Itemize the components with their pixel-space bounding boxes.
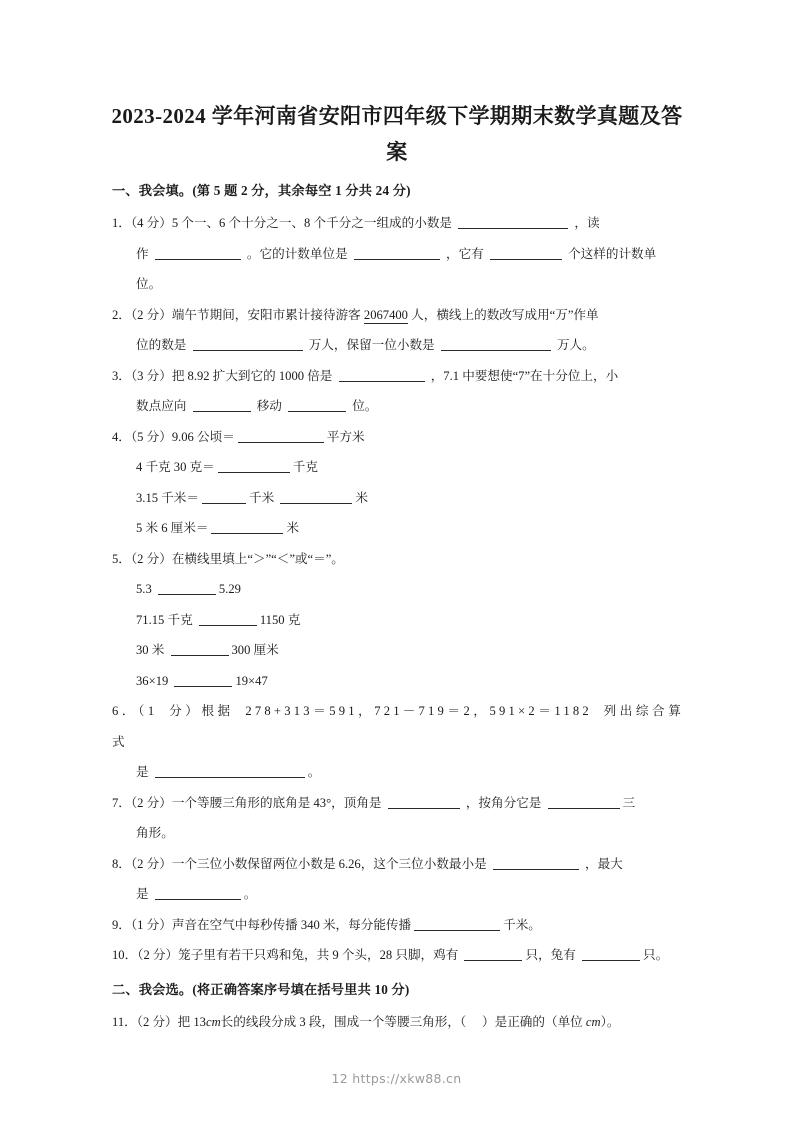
question-7-text-a: 7．（2 分）一个等腰三角形的底角是 43°，顶角是 (112, 795, 382, 810)
question-1-line-1 (112, 208, 684, 239)
question-4-line-2 (112, 452, 684, 483)
answer-blank[interactable] (218, 459, 290, 473)
answer-blank[interactable] (441, 337, 551, 351)
answer-blank[interactable] (288, 398, 346, 412)
question-10-line-1 (112, 940, 684, 971)
question-4-text-g: 米 (355, 490, 368, 505)
question-7 (112, 788, 684, 849)
question-6-line-2 (112, 757, 684, 788)
page-watermark: 12 https://xkw88.cn (331, 1071, 462, 1086)
question-2-text-d: 万人，保留一位小数是 (308, 338, 435, 352)
answer-blank[interactable] (202, 490, 246, 504)
question-8-text-c: 是 (136, 887, 149, 901)
question-5-item-4-left: 36×19 (136, 673, 169, 688)
answer-blank[interactable] (414, 917, 500, 931)
answer-blank[interactable] (464, 947, 522, 961)
question-11-text-b: 长的线段分成 3 段，围成一个等腰三角形，（ (220, 1014, 467, 1029)
question-7-line-2: 角形。 (136, 826, 174, 840)
answer-blank[interactable] (238, 429, 324, 443)
question-5-item-3 (112, 635, 684, 666)
question-5-item-4-right: 19×47 (235, 673, 268, 688)
question-7-line-1 (112, 788, 684, 819)
question-4-text-c: 4 千克 30 克＝ (136, 460, 215, 474)
question-3-text-a: 3．（3 分）把 8.92 扩大到它的 1000 倍是 (112, 368, 333, 383)
question-2 (112, 300, 684, 361)
question-1-line-2 (112, 239, 684, 270)
answer-blank[interactable] (458, 215, 568, 229)
question-8-line-2 (112, 879, 684, 910)
answer-blank[interactable] (158, 581, 216, 595)
answer-blank[interactable] (582, 947, 640, 961)
question-3-text-c: 数点应向 (136, 399, 187, 413)
question-6 (112, 696, 684, 788)
question-3-line-1 (112, 361, 684, 392)
question-3-text-e: 位。 (352, 399, 378, 413)
question-7-text-c: 三 (622, 795, 636, 810)
question-1-text-a: 1．（4 分）5 个一、6 个十分之一、8 个千分之一组成的小数是 (112, 216, 453, 230)
question-4 (112, 422, 684, 544)
question-5-line-1: 5．（2 分）在横线里填上“＞”“＜”或“＝”。 (112, 551, 344, 566)
question-4-text-h: 5 米 6 厘米＝ (136, 521, 209, 535)
question-4-text-e: 3.15 千米＝ (136, 490, 199, 505)
question-4-text-a: 4．（5 分）9.06 公顷＝ (112, 429, 235, 444)
question-1-text-d: 。它的计数单位是 (246, 246, 348, 261)
question-8-text-d: 。 (243, 887, 257, 901)
question-1 (112, 208, 684, 300)
question-4-text-f: 千米 (248, 490, 275, 505)
answer-blank[interactable] (280, 490, 352, 504)
question-3 (112, 361, 684, 422)
answer-blank[interactable] (493, 856, 579, 870)
question-11-unit-b: cm (585, 1014, 601, 1029)
question-11-answer-bracket[interactable] (469, 1015, 482, 1029)
question-4-line-4 (112, 513, 684, 544)
exam-body (112, 182, 684, 1037)
question-2-underlined-number: 2067400 (363, 307, 408, 322)
question-11-text-d: ）。 (600, 1014, 620, 1029)
question-2-text-c: 位的数是 (136, 338, 187, 352)
answer-blank[interactable] (199, 612, 257, 626)
answer-blank[interactable] (211, 520, 283, 534)
question-5-item-1-right: 5.29 (218, 582, 241, 596)
answer-blank[interactable] (155, 246, 241, 260)
question-9 (112, 910, 684, 941)
question-1-text-c: 作 (136, 246, 149, 261)
answer-blank[interactable] (388, 795, 460, 809)
question-5-item-3-left: 30 米 (136, 643, 165, 657)
answer-blank[interactable] (193, 337, 303, 351)
question-2-line-2 (112, 330, 684, 361)
question-10-text-c: 只。 (643, 948, 669, 962)
question-8 (112, 849, 684, 910)
question-11-text-a: 11．（2 分）把 13 (112, 1014, 206, 1029)
question-6-text-b: 。 (307, 765, 321, 779)
question-5-item-2-right: 1150 克 (259, 612, 301, 627)
question-5-item-2-left: 71.15 千克 (136, 612, 193, 627)
page-title: 2023-2024 学年河南省安阳市四年级下学期期末数学真题及答案 (111, 104, 683, 164)
question-11-line-1 (112, 1007, 684, 1038)
question-1-text-e: ，它有 (445, 246, 484, 261)
question-8-text-a: 8．（2 分）一个三位小数保留两位小数是 6.26，这个三位小数最小是 (112, 856, 487, 871)
question-3-text-d: 移动 (256, 399, 282, 413)
question-4-line-3 (112, 483, 684, 514)
question-11-text-c: ）是正确的（单位 (482, 1014, 583, 1029)
section-heading-fill-in: 一、我会填。(第 5 题 2 分，其余每空 1 分共 24 分) (112, 183, 411, 198)
question-9-text-a: 9．（1 分）声音在空气中每秒传播 340 米，每分能传播 (112, 917, 412, 932)
question-11 (112, 1007, 684, 1038)
answer-blank[interactable] (155, 764, 305, 778)
question-5-item-1 (112, 574, 684, 605)
question-5-item-4 (112, 666, 684, 697)
question-9-line-1 (112, 910, 684, 941)
question-1-line-3: 位。 (136, 277, 162, 291)
question-3-line-2 (112, 391, 684, 422)
question-5-item-2 (112, 605, 684, 636)
question-5-item-3-right: 300 厘米 (231, 643, 279, 657)
answer-blank[interactable] (174, 673, 232, 687)
question-10-text-b: 只，兔有 (525, 948, 576, 962)
answer-blank[interactable] (155, 886, 241, 900)
question-2-line-1 (112, 300, 684, 331)
question-7-text-b: ，按角分它是 (465, 795, 542, 810)
question-8-text-b: ，最大 (584, 856, 623, 871)
question-4-text-i: 米 (286, 521, 300, 535)
question-6-line-1: 6．（1 分）根据 278+313＝591，721－719＝2，591×2＝1182 列出综合算式 (112, 704, 684, 749)
section-heading-multiple-choice: 二、我会选。(将正确答案序号填在括号里共 10 分) (112, 981, 410, 997)
question-5 (112, 544, 684, 697)
answer-blank[interactable] (490, 246, 562, 260)
question-5-item-1-left: 5.3 (136, 582, 152, 596)
answer-blank[interactable] (171, 642, 229, 656)
question-4-line-1 (112, 422, 684, 453)
question-2-text-b: 人，横线上的数改写成用“万”作单 (411, 307, 599, 322)
question-9-text-b: 千米。 (503, 917, 541, 932)
question-4-text-b: 平方米 (326, 429, 365, 444)
question-4-text-d: 千克 (292, 460, 318, 474)
question-3-text-b: ，7.1 中要想使“7”在十分位上，小 (430, 368, 619, 383)
question-1-text-f: 个这样的计数单 (568, 246, 657, 261)
question-2-text-e: 万人。 (556, 338, 595, 352)
answer-blank[interactable] (339, 368, 425, 382)
question-6-text-a: 是 (136, 765, 149, 779)
question-10-text-a: 10．（2 分）笼子里有若干只鸡和兔，共 9 个头，28 只脚，鸡有 (112, 948, 459, 962)
question-10 (112, 940, 684, 971)
question-8-line-1 (112, 849, 684, 880)
answer-blank[interactable] (548, 795, 620, 809)
answer-blank[interactable] (193, 398, 251, 412)
question-11-unit-a: cm (205, 1014, 221, 1029)
question-1-text-b: ，读 (574, 216, 600, 230)
answer-blank[interactable] (354, 246, 440, 260)
question-2-text-a: 2．（2 分）端午节期间，安阳市累计接待游客 (112, 307, 361, 322)
